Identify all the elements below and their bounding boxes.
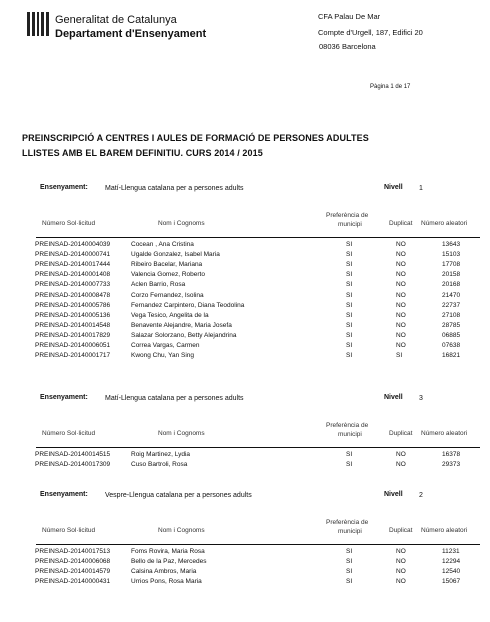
cell-preferencia: SI bbox=[346, 578, 353, 586]
cell-duplicat: NO bbox=[396, 578, 406, 586]
cell-aleatori: 12294 bbox=[442, 558, 461, 566]
cell-numero: PREINSAD-20140001408 bbox=[35, 271, 111, 279]
nivell-value: 2 bbox=[419, 492, 423, 499]
cell-preferencia: SI bbox=[346, 558, 353, 566]
org-name: Generalitat de Catalunya bbox=[55, 14, 177, 26]
cell-aleatori: 17708 bbox=[442, 261, 461, 269]
cell-nom: Kwong Chu, Yan Sing bbox=[131, 352, 194, 360]
cell-numero: PREINSAD-20140014579 bbox=[35, 568, 111, 576]
cell-duplicat: NO bbox=[396, 301, 406, 309]
cell-duplicat: NO bbox=[396, 311, 406, 319]
ensenyament-label: Ensenyament: bbox=[40, 491, 88, 498]
cell-preferencia: SI bbox=[346, 321, 353, 329]
header-rule bbox=[36, 544, 480, 545]
ensenyament-value: Matí-Llengua catalana per a persones adults bbox=[105, 185, 244, 192]
cell-nom: Urrios Pons, Rosa Maria bbox=[131, 578, 202, 586]
nivell-value: 1 bbox=[419, 185, 423, 192]
cell-preferencia: SI bbox=[346, 352, 353, 360]
cell-duplicat: NO bbox=[396, 558, 406, 566]
generalitat-logo-icon bbox=[27, 12, 49, 36]
cell-preferencia: SI bbox=[346, 241, 353, 248]
cell-aleatori: 20168 bbox=[442, 281, 461, 289]
cell-nom: Valencia Gomez, Roberto bbox=[131, 271, 205, 279]
cell-nom: Correa Vargas, Carmen bbox=[131, 342, 200, 349]
cell-numero: PREINSAD-20140000431 bbox=[35, 578, 111, 586]
col-header-aleatori: Número aleatori bbox=[421, 430, 468, 437]
table-row bbox=[0, 322, 490, 332]
center-address: Compte d'Urgell, 187, Edifici 20 bbox=[318, 28, 423, 37]
cell-duplicat: NO bbox=[396, 251, 406, 259]
cell-numero: PREINSAD-20140001717 bbox=[35, 352, 111, 360]
table-row bbox=[0, 312, 490, 322]
col-header-preferencia: Preferència de bbox=[326, 519, 369, 526]
table-row bbox=[0, 558, 490, 568]
header-rule bbox=[36, 237, 480, 238]
document-subtitle: LLISTES AMB EL BAREM DEFINITIU. CURS 2014 / 2015 bbox=[22, 148, 263, 158]
cell-nom: Salazar Solorzano, Betty Alejandrina bbox=[131, 331, 237, 339]
cell-numero: PREINSAD-20140004039 bbox=[35, 241, 111, 248]
cell-numero: PREINSAD-20140000741 bbox=[35, 251, 111, 259]
table-row bbox=[0, 332, 490, 342]
cell-preferencia: SI bbox=[346, 281, 353, 289]
cell-nom: Calsina Ambros, Maria bbox=[131, 568, 197, 576]
cell-nom: Ugalde Gonzalez, Isabel Maria bbox=[131, 251, 220, 259]
cell-preferencia: SI bbox=[346, 271, 353, 279]
cell-nom: Roig Martinez, Lydia bbox=[131, 451, 191, 458]
col-header-aleatori: Número aleatori bbox=[421, 527, 468, 534]
cell-duplicat: NO bbox=[396, 451, 406, 458]
table-row bbox=[0, 292, 490, 302]
ensenyament-label: Ensenyament: bbox=[40, 184, 88, 191]
cell-aleatori: 20158 bbox=[442, 271, 461, 279]
cell-numero: PREINSAD-20140017309 bbox=[35, 461, 111, 469]
cell-numero: PREINSAD-20140006068 bbox=[35, 558, 111, 566]
cell-preferencia: SI bbox=[346, 451, 353, 458]
cell-preferencia: SI bbox=[346, 251, 353, 259]
cell-preferencia: SI bbox=[346, 311, 353, 319]
table-row bbox=[0, 302, 490, 312]
cell-duplicat: NO bbox=[396, 261, 406, 269]
table-row bbox=[0, 548, 490, 558]
cell-nom: Bello de la Paz, Mercedes bbox=[131, 558, 207, 566]
cell-numero: PREINSAD-20140017513 bbox=[35, 548, 111, 555]
col-header-nom: Nom i Cognoms bbox=[158, 527, 205, 534]
col-header-municipi: municipi bbox=[338, 431, 362, 438]
table-row bbox=[0, 281, 490, 291]
cell-numero: PREINSAD-20140017444 bbox=[35, 261, 111, 269]
header-rule bbox=[36, 447, 480, 448]
cell-nom: Benavente Alejandre, Maria Josefa bbox=[131, 321, 232, 329]
table-row bbox=[0, 578, 490, 588]
ensenyament-value: Matí-Llengua catalana per a persones adults bbox=[105, 395, 244, 402]
cell-preferencia: SI bbox=[346, 301, 353, 309]
cell-duplicat: NO bbox=[396, 342, 406, 349]
table-row bbox=[0, 461, 490, 471]
nivell-label: Nivell bbox=[384, 184, 403, 191]
col-header-numero: Número Sol·licitud bbox=[42, 220, 96, 227]
nivell-label: Nivell bbox=[384, 491, 403, 498]
document-title: PREINSCRIPCIÓ A CENTRES I AULES DE FORMACIÓ DE PERSONES ADULTES bbox=[22, 133, 369, 143]
cell-duplicat: NO bbox=[396, 241, 406, 248]
cell-duplicat: NO bbox=[396, 331, 406, 339]
col-header-duplicat: Duplicat bbox=[389, 527, 413, 534]
cell-aleatori: 28785 bbox=[442, 321, 461, 329]
cell-nom: Ribeiro Bacelar, Mariana bbox=[131, 261, 203, 269]
cell-numero: PREINSAD-20140017829 bbox=[35, 331, 111, 339]
cell-numero: PREINSAD-20140006051 bbox=[35, 342, 111, 349]
cell-duplicat: NO bbox=[396, 461, 406, 469]
cell-aleatori: 06885 bbox=[442, 331, 461, 339]
cell-duplicat: NO bbox=[396, 548, 406, 555]
cell-nom: Cuso Bartroli, Rosa bbox=[131, 461, 188, 469]
cell-preferencia: SI bbox=[346, 461, 353, 469]
cell-numero: PREINSAD-20140008478 bbox=[35, 291, 111, 299]
cell-numero: PREINSAD-20140005786 bbox=[35, 301, 111, 309]
col-header-nom: Nom i Cognoms bbox=[158, 220, 205, 227]
cell-aleatori: 11231 bbox=[442, 548, 460, 555]
col-header-preferencia: Preferència de bbox=[326, 422, 369, 429]
department-name: Departament d'Ensenyament bbox=[55, 28, 207, 40]
cell-aleatori: 13643 bbox=[442, 241, 461, 248]
cell-aleatori: 27108 bbox=[442, 311, 461, 319]
cell-aleatori: 07638 bbox=[442, 342, 461, 349]
nivell-value: 3 bbox=[419, 395, 423, 402]
cell-duplicat: NO bbox=[396, 281, 406, 289]
cell-aleatori: 16378 bbox=[442, 451, 461, 458]
cell-nom: Foms Rovira, Maria Rosa bbox=[131, 548, 205, 555]
col-header-numero: Número Sol·licitud bbox=[42, 430, 96, 437]
ensenyament-value: Vespre-Llengua catalana per a persones adults bbox=[105, 492, 252, 499]
col-header-duplicat: Duplicat bbox=[389, 430, 413, 437]
cell-preferencia: SI bbox=[346, 548, 353, 555]
cell-numero: PREINSAD-20140005136 bbox=[35, 311, 111, 319]
table-row bbox=[0, 261, 490, 271]
cell-duplicat: SI bbox=[396, 352, 403, 360]
table-row bbox=[0, 352, 490, 362]
cell-preferencia: SI bbox=[346, 331, 353, 339]
cell-numero: PREINSAD-20140014515 bbox=[35, 451, 111, 458]
col-header-preferencia: Preferència de bbox=[326, 212, 369, 219]
col-header-duplicat: Duplicat bbox=[389, 220, 413, 227]
cell-aleatori: 16821 bbox=[442, 352, 461, 360]
cell-aleatori: 29373 bbox=[442, 461, 461, 469]
col-header-municipi: municipi bbox=[338, 528, 362, 535]
table-row bbox=[0, 451, 490, 461]
cell-aleatori: 15103 bbox=[442, 251, 461, 259]
cell-aleatori: 21470 bbox=[442, 291, 461, 299]
cell-nom: Fernandez Carpintero, Diana Teodolina bbox=[131, 301, 245, 309]
table-row bbox=[0, 241, 490, 251]
cell-aleatori: 12540 bbox=[442, 568, 461, 576]
cell-nom: Corzo Fernandez, Isolina bbox=[131, 291, 204, 299]
ensenyament-label: Ensenyament: bbox=[40, 394, 88, 401]
center-name: CFA Palau De Mar bbox=[318, 12, 381, 21]
cell-numero: PREINSAD-20140014548 bbox=[35, 321, 111, 329]
cell-nom: Cocean , Ana Cristina bbox=[131, 241, 194, 248]
table-row bbox=[0, 251, 490, 261]
center-city: 08036 Barcelona bbox=[319, 42, 376, 51]
cell-aleatori: 22737 bbox=[442, 301, 461, 309]
cell-duplicat: NO bbox=[396, 291, 406, 299]
table-row bbox=[0, 568, 490, 578]
page-number: Pàgina 1 de 17 bbox=[370, 84, 411, 90]
col-header-aleatori: Número aleatori bbox=[421, 220, 468, 227]
cell-numero: PREINSAD-20140007733 bbox=[35, 281, 111, 289]
cell-nom: Vega Tesico, Angelita de la bbox=[131, 311, 209, 319]
cell-preferencia: SI bbox=[346, 568, 353, 576]
cell-preferencia: SI bbox=[346, 291, 353, 299]
cell-duplicat: NO bbox=[396, 321, 406, 329]
cell-duplicat: NO bbox=[396, 271, 406, 279]
col-header-numero: Número Sol·licitud bbox=[42, 527, 96, 534]
cell-aleatori: 15067 bbox=[442, 578, 461, 586]
cell-nom: Aclen Barrio, Rosa bbox=[131, 281, 186, 289]
col-header-nom: Nom i Cognoms bbox=[158, 430, 205, 437]
col-header-municipi: municipi bbox=[338, 221, 362, 228]
cell-duplicat: NO bbox=[396, 568, 406, 576]
table-row bbox=[0, 271, 490, 281]
cell-preferencia: SI bbox=[346, 342, 353, 349]
cell-preferencia: SI bbox=[346, 261, 353, 269]
nivell-label: Nivell bbox=[384, 394, 403, 401]
table-row bbox=[0, 342, 490, 352]
